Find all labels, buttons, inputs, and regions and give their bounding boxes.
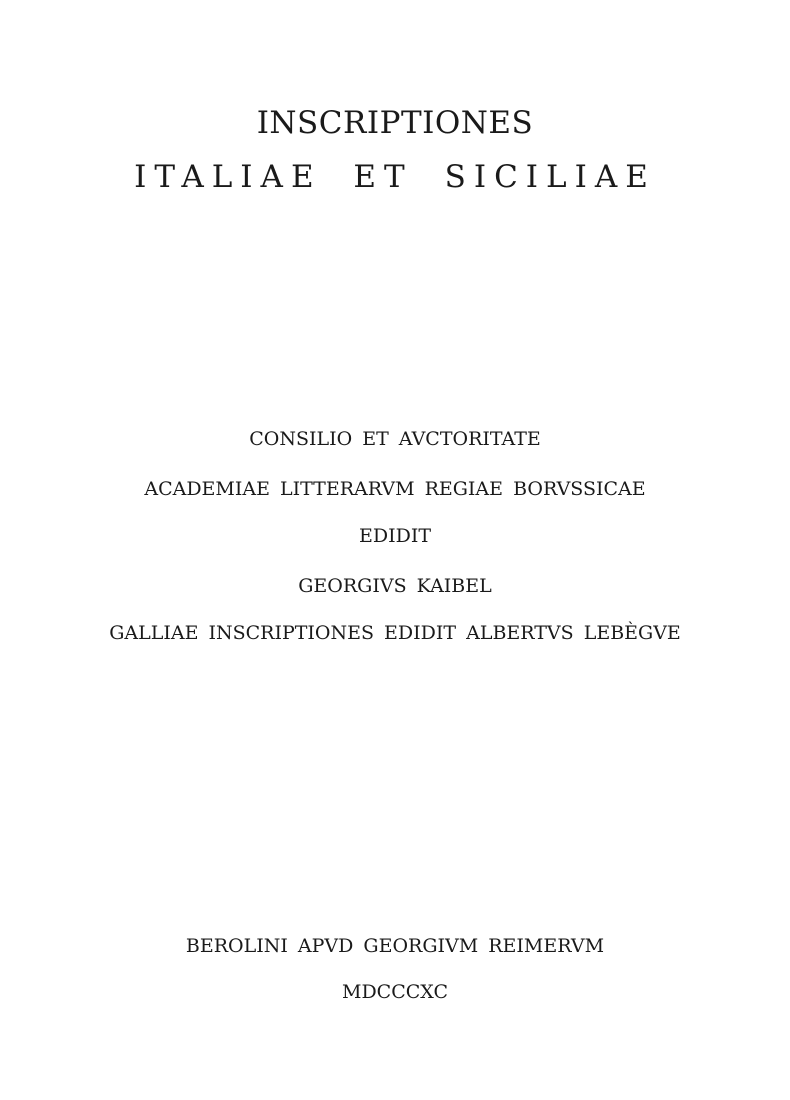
academiae-line: ACADEMIAE LITTERARVM REGIAE BORVSSICAE [144,478,646,500]
gallia-editor-line: GALLIAE INSCRIPTIONES EDIDIT ALBERTVS LEBÈGVE [109,622,681,644]
consilio-line: CONSILIO ET AVCTORITATE [249,428,541,450]
publication-year: MDCCCXC [341,981,449,1003]
edidit-line: EDIDIT [358,525,432,547]
publisher-line: BEROLINI APVD GEORGIVM REIMERVM [185,935,605,957]
title-line-1: INSCRIPTIONES [256,105,534,141]
editor-line: GEORGIVS KAIBEL [298,575,492,597]
title-line-2: ITALIAE ET SICILIAE [134,159,656,195]
